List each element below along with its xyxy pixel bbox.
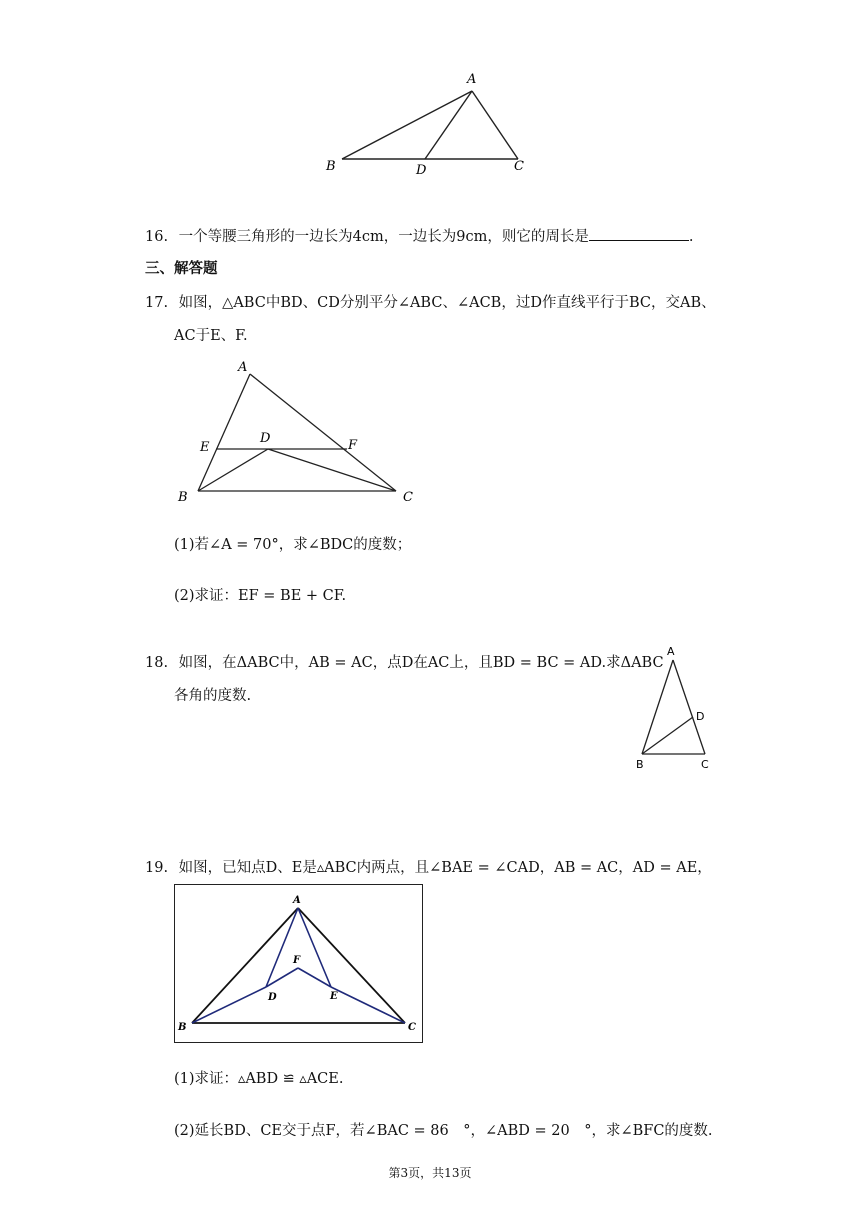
figure-q15 [320, 66, 540, 181]
label-B: B [326, 159, 336, 174]
question-19 [145, 858, 712, 878]
label-C: C [514, 159, 524, 174]
question-18-line2: 各角的度数. [174, 688, 252, 704]
question-text-line1: 如图，△ABC中BD、CD分别平分∠ABC、∠ACB，过D作直线平行于BC，交AB、 [178, 295, 716, 311]
question-19-part2: (2)延长BD、CE交于点F，若∠BAC = 86 °，∠ABD = 20 °，求∠BFC的度数. [174, 1123, 713, 1139]
question-number: 19. [145, 860, 169, 876]
question-number: 18. [145, 655, 169, 671]
question-17-part2: (2)求证：EF = BE + CF. [174, 588, 347, 604]
svg-text:B: B [178, 490, 188, 505]
svg-text:E: E [330, 991, 338, 1002]
svg-text:D: D [260, 431, 271, 446]
answer-blank[interactable] [589, 226, 689, 241]
question-number: 16. [145, 229, 169, 245]
question-18 [145, 653, 664, 673]
question-16: 16. 一个等腰三角形的一边长为4cm，一边长为9cm，则它的周长是 . [145, 226, 693, 247]
svg-text:B: B [178, 1022, 187, 1033]
question-text-line1: 如图，在ΔABC中，AB = AC，点D在AC上，且BD = BC = AD.求ΔABC [178, 655, 664, 671]
svg-text:A: A [238, 360, 248, 375]
question-17-part1: (1)若∠A = 70°，求∠BDC的度数； [174, 537, 412, 553]
svg-text:D: D [696, 710, 705, 723]
label-A: A [467, 72, 477, 87]
svg-text:F: F [293, 955, 301, 966]
svg-text:E: E [200, 440, 210, 455]
svg-text:C: C [408, 1022, 416, 1033]
question-17-line2: AC于E、F. [174, 328, 248, 344]
section-heading: 三、解答题 [145, 260, 218, 277]
svg-text:F: F [348, 438, 358, 453]
svg-text:C: C [701, 758, 709, 771]
figure-q17 [172, 358, 422, 508]
svg-text:D: D [268, 992, 277, 1003]
figure-q18 [628, 640, 728, 775]
svg-text:C: C [403, 490, 413, 505]
question-19-part1: (1)求证：▵ABD ≌ ▵ACE. [174, 1071, 344, 1087]
question-17 [145, 293, 716, 313]
label-D: D [416, 163, 427, 178]
figure-q19 [174, 884, 424, 1044]
svg-text:A: A [293, 895, 301, 906]
question-text-line1: 如图，已知点D、E是▵ABC内两点，且∠BAE = ∠CAD，AB = AC，AD = AE， [178, 860, 712, 876]
question-text: 一个等腰三角形的一边长为4cm，一边长为9cm，则它的周长是 [178, 229, 589, 245]
svg-text:A: A [667, 645, 675, 658]
page-footer: 第3页，共13页 [388, 1166, 472, 1180]
svg-text:B: B [636, 758, 644, 771]
question-number: 17. [145, 295, 169, 311]
